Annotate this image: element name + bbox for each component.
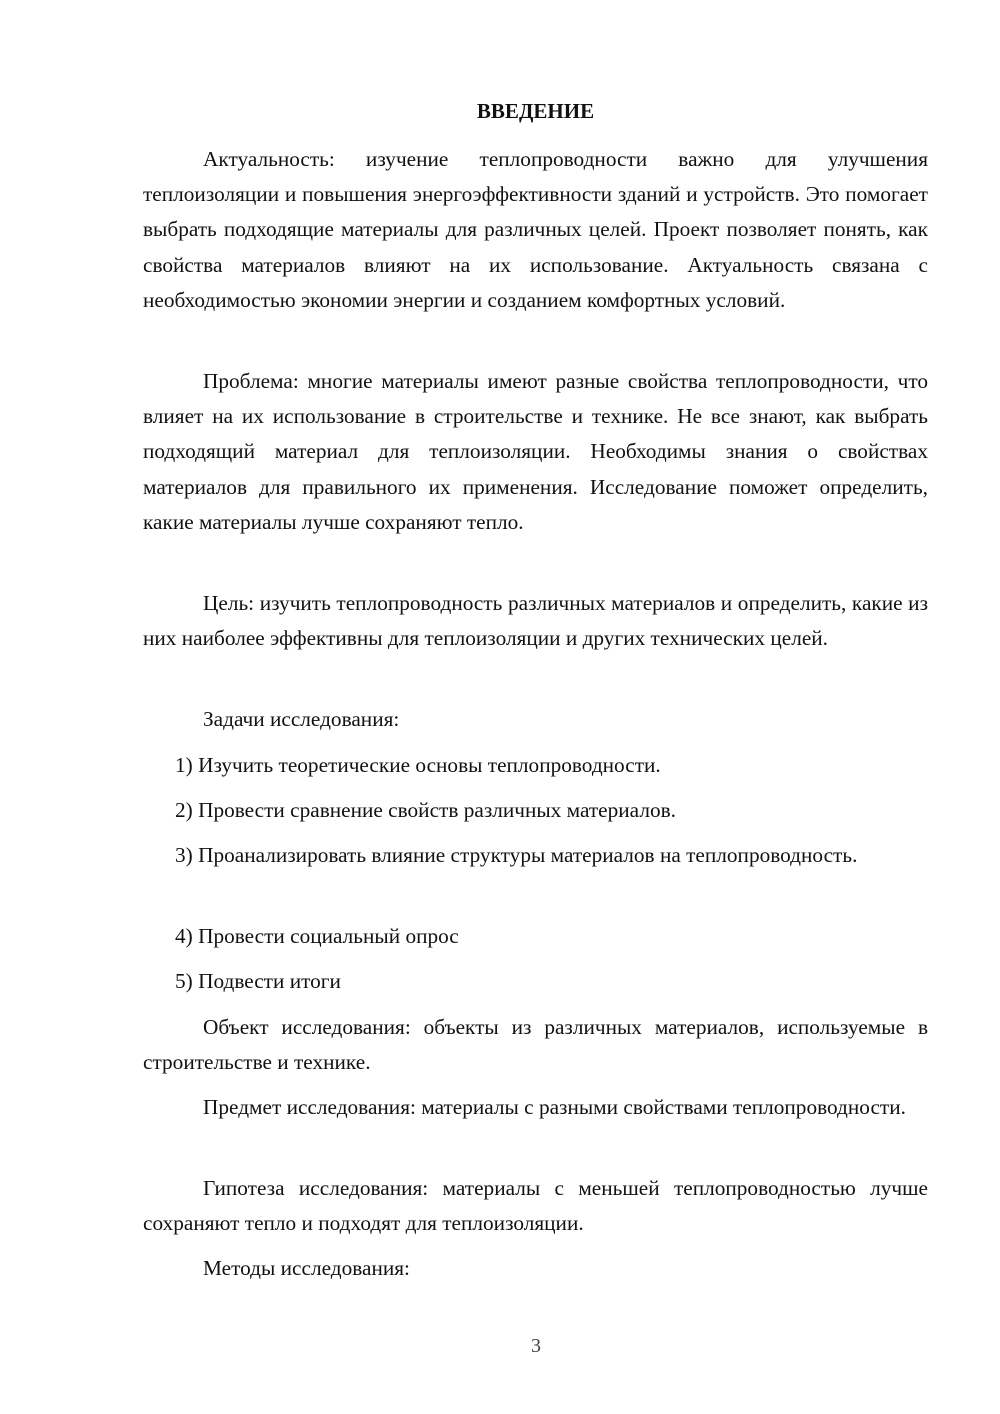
paragraph-goal: Цель: изучить теплопроводность различных материалов и определить, какие из них наиболее эффективны для теплоизоляции и других технических целей. xyxy=(143,591,928,651)
paragraph-hypothesis: Гипотеза исследования: материалы с меньшей теплопроводностью лучше сохраняют тепло и подходят для теплоизоляции. xyxy=(143,1176,928,1236)
methods-heading: Методы исследования: xyxy=(203,1256,410,1280)
paragraph-relevance: Актуальность: изучение теплопроводности важно для улучшения теплоизоляции и повышения энергоэффективности зданий и устройств. Это помогает выбрать подходящие материалы для различных целей. Проект позволяет понять, как свойства материалов влияют на их использование. Актуальность связана с необходимостью экономии энергии и созданием комфортных условий. xyxy=(143,147,928,312)
page-number: 3 xyxy=(531,1335,541,1357)
task-item-3: 3) Проанализировать влияние структуры материалов на теплопроводность. xyxy=(175,843,858,867)
task-item-1: 1) Изучить теоретические основы теплопроводности. xyxy=(175,753,661,777)
task-item-4: 4) Провести социальный опрос xyxy=(175,924,459,948)
paragraph-object: Объект исследования: объекты из различных материалов, используемые в строительстве и технике. xyxy=(143,1015,928,1075)
tasks-heading: Задачи исследования: xyxy=(203,707,400,731)
paragraph-subject: Предмет исследования: материалы с разными свойствами теплопроводности. xyxy=(203,1095,906,1119)
page-title: ВВЕДЕНИЕ xyxy=(476,99,595,123)
task-item-5: 5) Подвести итоги xyxy=(175,969,341,993)
task-item-2: 2) Провести сравнение свойств различных материалов. xyxy=(175,798,676,822)
paragraph-problem: Проблема: многие материалы имеют разные свойства теплопроводности, что влияет на их использование в строительстве и технике. Не все знают, как выбрать подходящий материал для теплоизоляции. Необходимы знания о свойствах материалов для правильного их применения. Исследование поможет определить, какие материалы лучше сохраняют тепло. xyxy=(143,369,928,534)
